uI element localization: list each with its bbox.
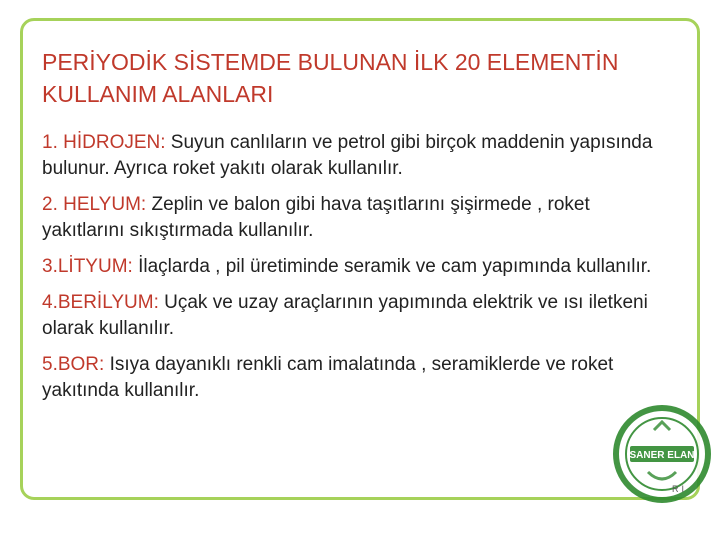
title-line-2: KULLANIM ALANLARI: [42, 81, 274, 107]
item-text: İlaçlarda , pil üretiminde seramik ve cam yapımında kullanılır.: [132, 256, 652, 277]
item-label: 2. HELYUM:: [42, 194, 147, 215]
slide-title: [42, 46, 662, 110]
item-label: 4.BERİLYUM:: [42, 292, 159, 313]
logo-text: SANER ELAN: [629, 450, 695, 461]
item-label: 3.LİTYUM:: [42, 256, 133, 277]
item-label: 1. HİDROJEN:: [42, 132, 166, 153]
list-item-lithium: [42, 254, 672, 280]
list-item-beryllium: [42, 290, 672, 342]
list-item-boron: [42, 352, 672, 404]
item-label: 5.BOR:: [42, 354, 105, 375]
item-text: Uçak ve uzay araçlarının yapımında elektrik ve ısı iletkeni olarak kullanılır.: [42, 292, 648, 339]
list-item-hydrogen: [42, 130, 672, 182]
item-text: Suyun canlıların ve petrol gibi birçok maddenin yapısında bulunur. Ayrıca roket yakıtı olarak kullanılır.: [42, 132, 653, 179]
list-item-helium: [42, 192, 672, 244]
item-text: Isıya dayanıklı renkli cam imalatında , seramiklerde ve roket yakıtında kullanılır.: [42, 354, 614, 401]
title-line-1: PERİYODİK SİSTEMDE BULUNAN İLK 20 ELEMENTİN: [42, 49, 619, 75]
logo-tail-text: RI: [672, 484, 687, 494]
item-text: Zeplin ve balon gibi hava taşıtlarını şişirmede , roket yakıtlarını sıkıştırmada kullanılır.: [42, 194, 590, 241]
element-list: [42, 130, 672, 414]
school-logo-watermark: [610, 402, 720, 512]
